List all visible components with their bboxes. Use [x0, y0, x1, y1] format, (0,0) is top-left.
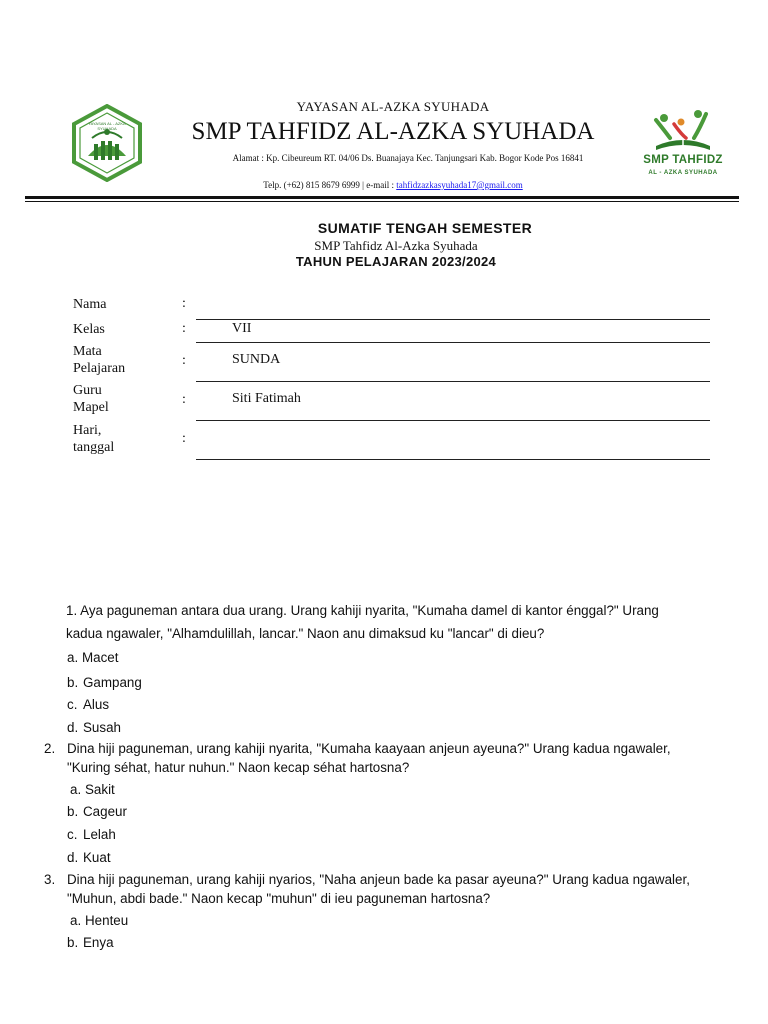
kelas-colon: : — [182, 321, 186, 336]
question-text-line: kadua ngawaler, "Alhamdulillah, lancar." Naon anu dimaksud ku "lancar" di dieu? — [66, 626, 545, 641]
option-letter: c. — [67, 697, 78, 712]
mapel-value: SUNDA — [232, 352, 281, 367]
option-text: Lelah — [83, 827, 116, 842]
guru-value: Siti Fatimah — [232, 391, 301, 406]
guru-colon: : — [182, 392, 186, 407]
school-address: Alamat : Kp. Cibeureum RT. 04/06 Ds. Buanajaya Kec. Tanjungsari Kab. Bogor Kode Pos 16841 — [232, 153, 584, 163]
nama-field-line[interactable] — [196, 319, 710, 320]
question-text-line: "Kuring séhat, hatur nuhun." Naon kecap séhat hartosna? — [67, 760, 410, 775]
hari-colon: : — [182, 431, 186, 446]
nama-label: Nama — [73, 297, 107, 312]
option-letter: a. — [70, 782, 82, 797]
option-text: Sakit — [85, 782, 115, 797]
hari-field-line[interactable] — [196, 459, 710, 460]
hari-label — [73, 422, 114, 456]
option-letter: a. — [67, 650, 79, 665]
exam-title: SUMATIF TENGAH SEMESTER — [317, 220, 533, 236]
exam-school: SMP Tahfidz Al-Azka Syuhada — [314, 238, 478, 253]
hari-label-line2: tanggal — [73, 440, 115, 455]
mapel-label-line2: Pelajaran — [73, 361, 126, 376]
exam-year: TAHUN PELAJARAN 2023/2024 — [295, 254, 497, 269]
option-letter: c. — [67, 827, 78, 842]
school-name: SMP TAHFIDZ AL-AZKA SYUHADA — [191, 118, 595, 145]
option-text: Gampang — [83, 675, 142, 690]
school-logo-right — [640, 108, 726, 186]
contact-phone: Telp. (+62) 815 8679 6999 | e-mail : — [263, 180, 397, 190]
option-text: Henteu — [85, 913, 129, 928]
reading-figures-icon — [640, 108, 726, 152]
option-text: Susah — [83, 720, 121, 735]
kelas-value: VII — [232, 321, 252, 336]
email-link[interactable]: tahfidzazkasyuhada17@gmail.com — [396, 180, 523, 190]
option-text: Macet — [82, 650, 119, 665]
right-logo-title: SMP TAHFIDZ — [643, 154, 723, 166]
question-number: 3. — [44, 872, 56, 887]
mapel-colon: : — [182, 353, 186, 368]
option-text: Enya — [83, 935, 114, 950]
question-text-line: Dina hiji paguneman, urang kahiji nyarita, "Kumaha kaayaan anjeun ayeuna?" Urang kadua ngawaler, — [67, 741, 671, 756]
kelas-field-line[interactable] — [196, 342, 710, 343]
guru-label-line1: Guru — [73, 383, 102, 398]
guru-label — [73, 382, 109, 416]
mapel-label — [73, 343, 125, 377]
hari-label-line1: Hari, — [73, 423, 102, 438]
question-text-line: Dina hiji paguneman, urang kahiji nyarios, "Naha anjeun bade ka pasar ayeuna?" Urang kadua ngawaler, — [67, 872, 690, 887]
nama-colon: : — [182, 296, 186, 311]
option-letter: b. — [67, 675, 79, 690]
option-letter: d. — [67, 720, 79, 735]
left-logo-text: YAYASAN AL - AZKA SYUHADA — [88, 121, 126, 131]
option-letter: a. — [70, 913, 82, 928]
question-text-line: "Muhun, abdi bade." Naon kecap "muhun" di ieu paguneman hartosna? — [67, 891, 491, 906]
guru-field-line[interactable] — [196, 420, 710, 421]
option-text: Cageur — [83, 804, 127, 819]
option-text: Kuat — [83, 850, 111, 865]
header-rule-thick — [25, 196, 739, 199]
foundation-name: YAYASAN AL-AZKA SYUHADA — [296, 99, 490, 114]
mapel-label-line1: Mata — [73, 344, 102, 359]
kelas-label: Kelas — [73, 322, 105, 337]
option-letter: d. — [67, 850, 79, 865]
option-text: Alus — [83, 697, 110, 712]
mapel-field-line[interactable] — [196, 381, 710, 382]
option-letter: b. — [67, 804, 79, 819]
question-text-line: 1. Aya paguneman antara dua urang. Urang kahiji nyarita, "Kumaha damel di kantor énggal?" Urang — [66, 603, 659, 618]
question-number: 2. — [44, 741, 56, 756]
right-logo-subtitle: AL - AZKA SYUHADA — [648, 170, 718, 176]
header-rule-thin — [25, 201, 739, 202]
guru-label-line2: Mapel — [73, 400, 109, 415]
option-letter: b. — [67, 935, 79, 950]
